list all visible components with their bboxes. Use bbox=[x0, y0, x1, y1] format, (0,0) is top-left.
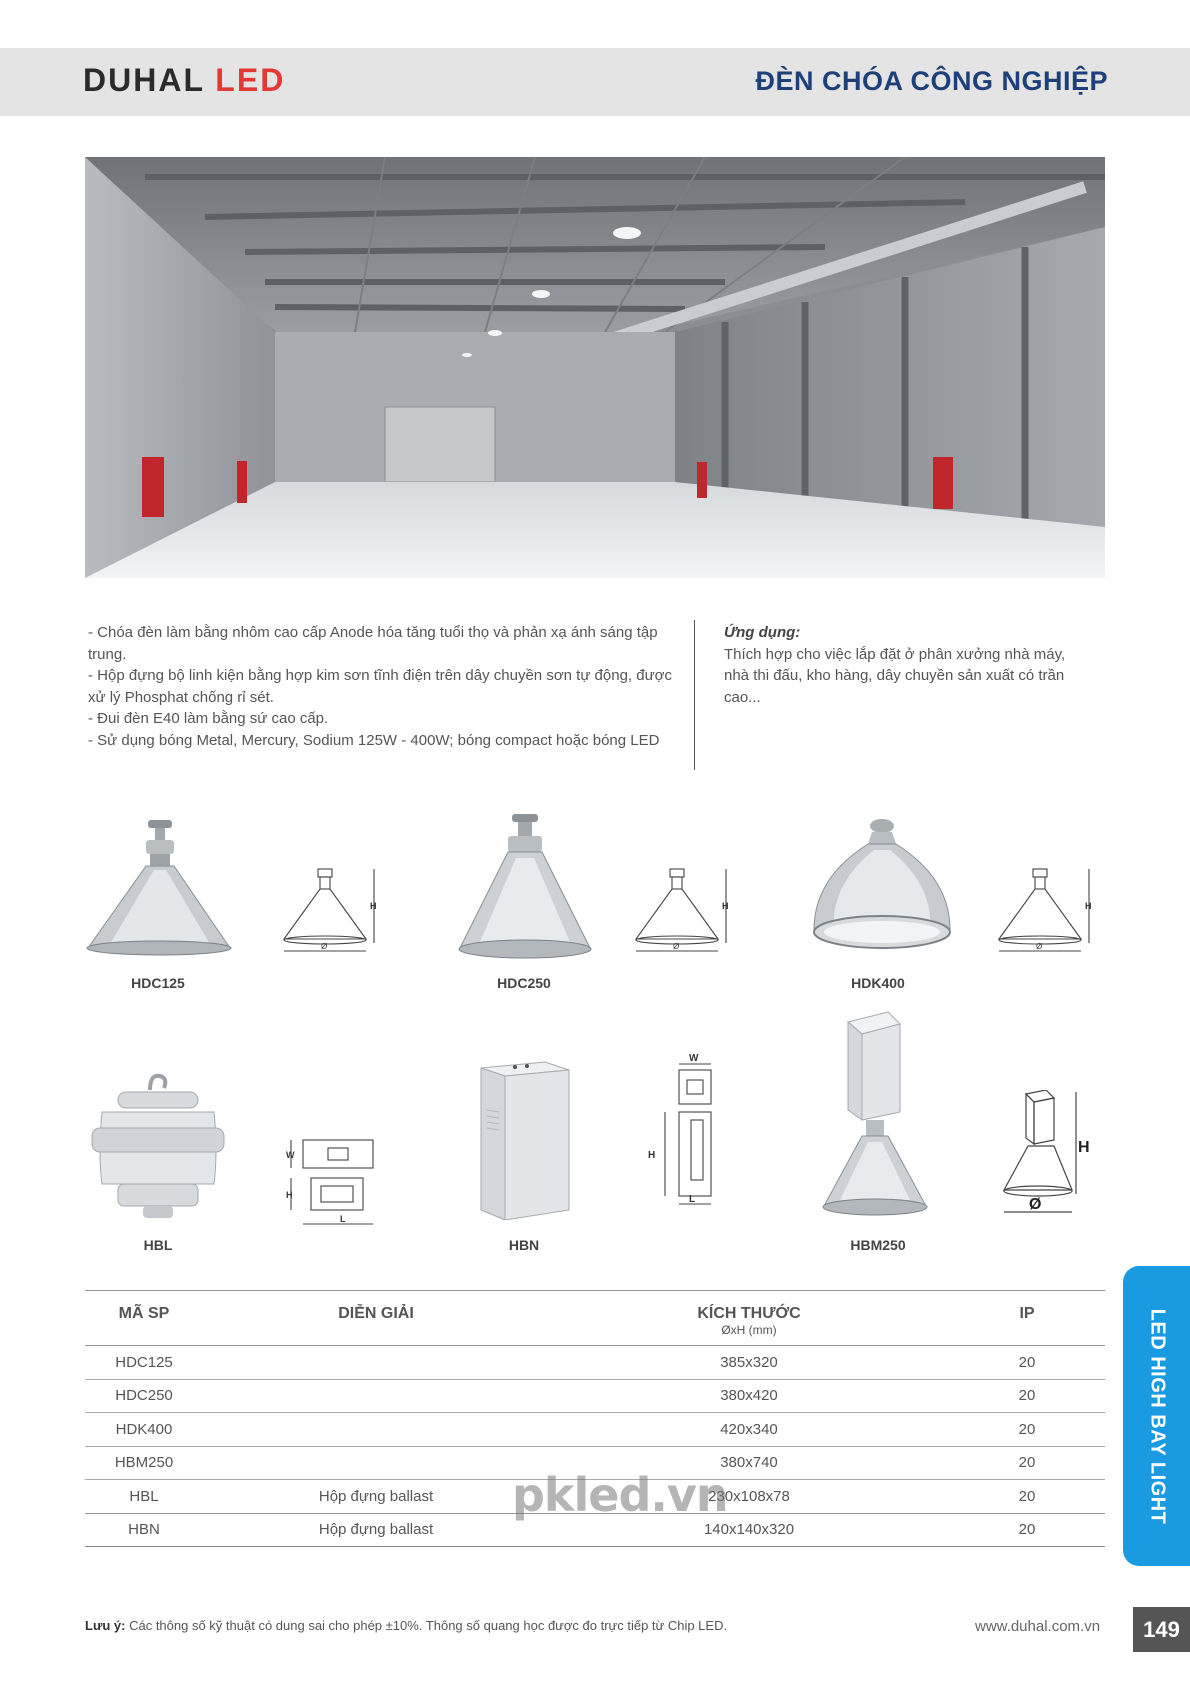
feature-item: - Đui đèn E40 làm bằng sứ cao cấp. bbox=[88, 710, 329, 727]
hdc250-dimension-drawing bbox=[632, 865, 737, 962]
col-header-size-title: KÍCH THƯỚC bbox=[697, 1305, 801, 1322]
features-list bbox=[88, 622, 678, 751]
logo-text-led: LED bbox=[215, 62, 286, 98]
hbn-product-image bbox=[475, 1060, 575, 1225]
col-header-ip: IP bbox=[949, 1291, 1105, 1346]
feature-item: - Hộp đựng bộ linh kiện bằng hợp kim sơn tĩnh điện trên dây chuyền sơn tự động, được xử lý Phosphat chống rỉ sét. bbox=[88, 667, 672, 706]
cell-desc bbox=[203, 1446, 549, 1480]
table-row bbox=[85, 1413, 1105, 1447]
hdc125-product-image bbox=[80, 818, 240, 963]
height-label: H bbox=[370, 901, 377, 911]
cell-desc bbox=[203, 1346, 549, 1380]
brand-logo bbox=[83, 62, 285, 99]
cell-ip: 20 bbox=[949, 1513, 1105, 1547]
col-header-size bbox=[549, 1291, 949, 1346]
cell-code: HBM250 bbox=[85, 1446, 203, 1480]
table-row bbox=[85, 1379, 1105, 1413]
cell-size: 140x140x320 bbox=[549, 1513, 949, 1547]
cell-desc bbox=[203, 1379, 549, 1413]
hbl-label: HBL bbox=[143, 1237, 173, 1253]
height-label: H bbox=[648, 1150, 656, 1161]
width-label: W bbox=[689, 1053, 699, 1064]
hdc250-label: HDC250 bbox=[497, 975, 551, 991]
warehouse-illustration bbox=[85, 157, 1105, 578]
logo-text-duhal: DUHAL bbox=[83, 62, 205, 98]
usage-section bbox=[724, 622, 1094, 708]
col-header-code: MÃ SP bbox=[85, 1291, 203, 1346]
height-label: H bbox=[1085, 901, 1092, 911]
hbl-dimension-drawing bbox=[283, 1138, 378, 1243]
table-row bbox=[85, 1346, 1105, 1380]
side-category-tab-label-wrap bbox=[1123, 1266, 1190, 1566]
col-header-desc: DIỄN GIẢI bbox=[203, 1291, 549, 1346]
diameter-label: Ø bbox=[1029, 1196, 1042, 1213]
hbn-dimension-drawing bbox=[645, 1052, 720, 1217]
height-label: H bbox=[722, 901, 729, 911]
cell-size: 420x340 bbox=[549, 1413, 949, 1447]
length-label: L bbox=[689, 1194, 696, 1205]
footnote-label: Lưu ý: bbox=[85, 1618, 126, 1633]
hbm250-product-image bbox=[818, 1010, 933, 1225]
hdk400-dimension-drawing bbox=[995, 865, 1100, 962]
cell-size: 380x420 bbox=[549, 1379, 949, 1413]
width-label: W bbox=[286, 1150, 295, 1160]
hbm250-label: HBM250 bbox=[850, 1237, 906, 1253]
warehouse-photo bbox=[85, 157, 1105, 578]
cell-size: 380x740 bbox=[549, 1446, 949, 1480]
hbl-product-image bbox=[88, 1072, 228, 1227]
cell-ip: 20 bbox=[949, 1346, 1105, 1380]
footnote bbox=[85, 1618, 727, 1633]
hdk400-product-image bbox=[810, 818, 960, 963]
cell-desc bbox=[203, 1413, 549, 1447]
usage-title: Ứng dụng: bbox=[724, 624, 801, 641]
usage-text: Thích hợp cho việc lắp đặt ở phân xưởng nhà máy, nhà thi đấu, kho hàng, dây chuyền sản xuất có trần cao... bbox=[724, 645, 1066, 706]
cell-code: HDC125 bbox=[85, 1346, 203, 1380]
col-header-size-unit: ØxH (mm) bbox=[721, 1323, 777, 1337]
cell-code: HDC250 bbox=[85, 1379, 203, 1413]
height-label: H bbox=[286, 1190, 293, 1200]
cell-code: HBL bbox=[85, 1480, 203, 1514]
hbn-label: HBN bbox=[508, 1237, 540, 1253]
footnote-text: Các thông số kỹ thuật có dung sai cho phép ±10%. Thông số quang học được đo trực tiếp từ Chip LED. bbox=[129, 1618, 728, 1633]
cell-desc: Hộp đựng ballast bbox=[203, 1480, 549, 1514]
watermark: pkled.vn bbox=[512, 1468, 728, 1522]
website-url: www.duhal.com.vn bbox=[975, 1618, 1101, 1635]
side-category-tab-label: LED HIGH BAY LIGHT bbox=[1146, 1308, 1169, 1524]
cell-code: HDK400 bbox=[85, 1413, 203, 1447]
diameter-label: Ø bbox=[673, 942, 680, 951]
page-title: ĐÈN CHÓA CÔNG NGHIỆP bbox=[755, 66, 1108, 96]
cell-size: 230x108x78 bbox=[549, 1480, 949, 1514]
table-header-row bbox=[85, 1291, 1105, 1346]
hdc125-label: HDC125 bbox=[131, 975, 185, 991]
diameter-label: Ø bbox=[1036, 942, 1043, 951]
cell-size: 385x320 bbox=[549, 1346, 949, 1380]
feature-item: - Sử dụng bóng Metal, Mercury, Sodium 125W - 400W; bóng compact hoặc bóng LED bbox=[88, 731, 660, 749]
page-number: 149 bbox=[1133, 1607, 1190, 1652]
hdk400-label: HDK400 bbox=[851, 975, 905, 991]
length-label: L bbox=[340, 1214, 346, 1224]
cell-desc: Hộp đựng ballast bbox=[203, 1513, 549, 1547]
cell-code: HBN bbox=[85, 1513, 203, 1547]
cell-ip: 20 bbox=[949, 1413, 1105, 1447]
hbm250-dimension-drawing bbox=[998, 1090, 1098, 1225]
cell-ip: 20 bbox=[949, 1446, 1105, 1480]
cell-ip: 20 bbox=[949, 1480, 1105, 1514]
cell-ip: 20 bbox=[949, 1379, 1105, 1413]
hdc125-dimension-drawing bbox=[280, 865, 385, 962]
column-divider bbox=[694, 620, 695, 770]
feature-item: - Chóa đèn làm bằng nhôm cao cấp Anode hóa tăng tuổi thọ và phản xạ ánh sáng tập trung. bbox=[88, 624, 658, 663]
diameter-label: Ø bbox=[321, 942, 328, 951]
hdc250-product-image bbox=[452, 812, 597, 967]
height-label: H bbox=[1078, 1139, 1090, 1156]
